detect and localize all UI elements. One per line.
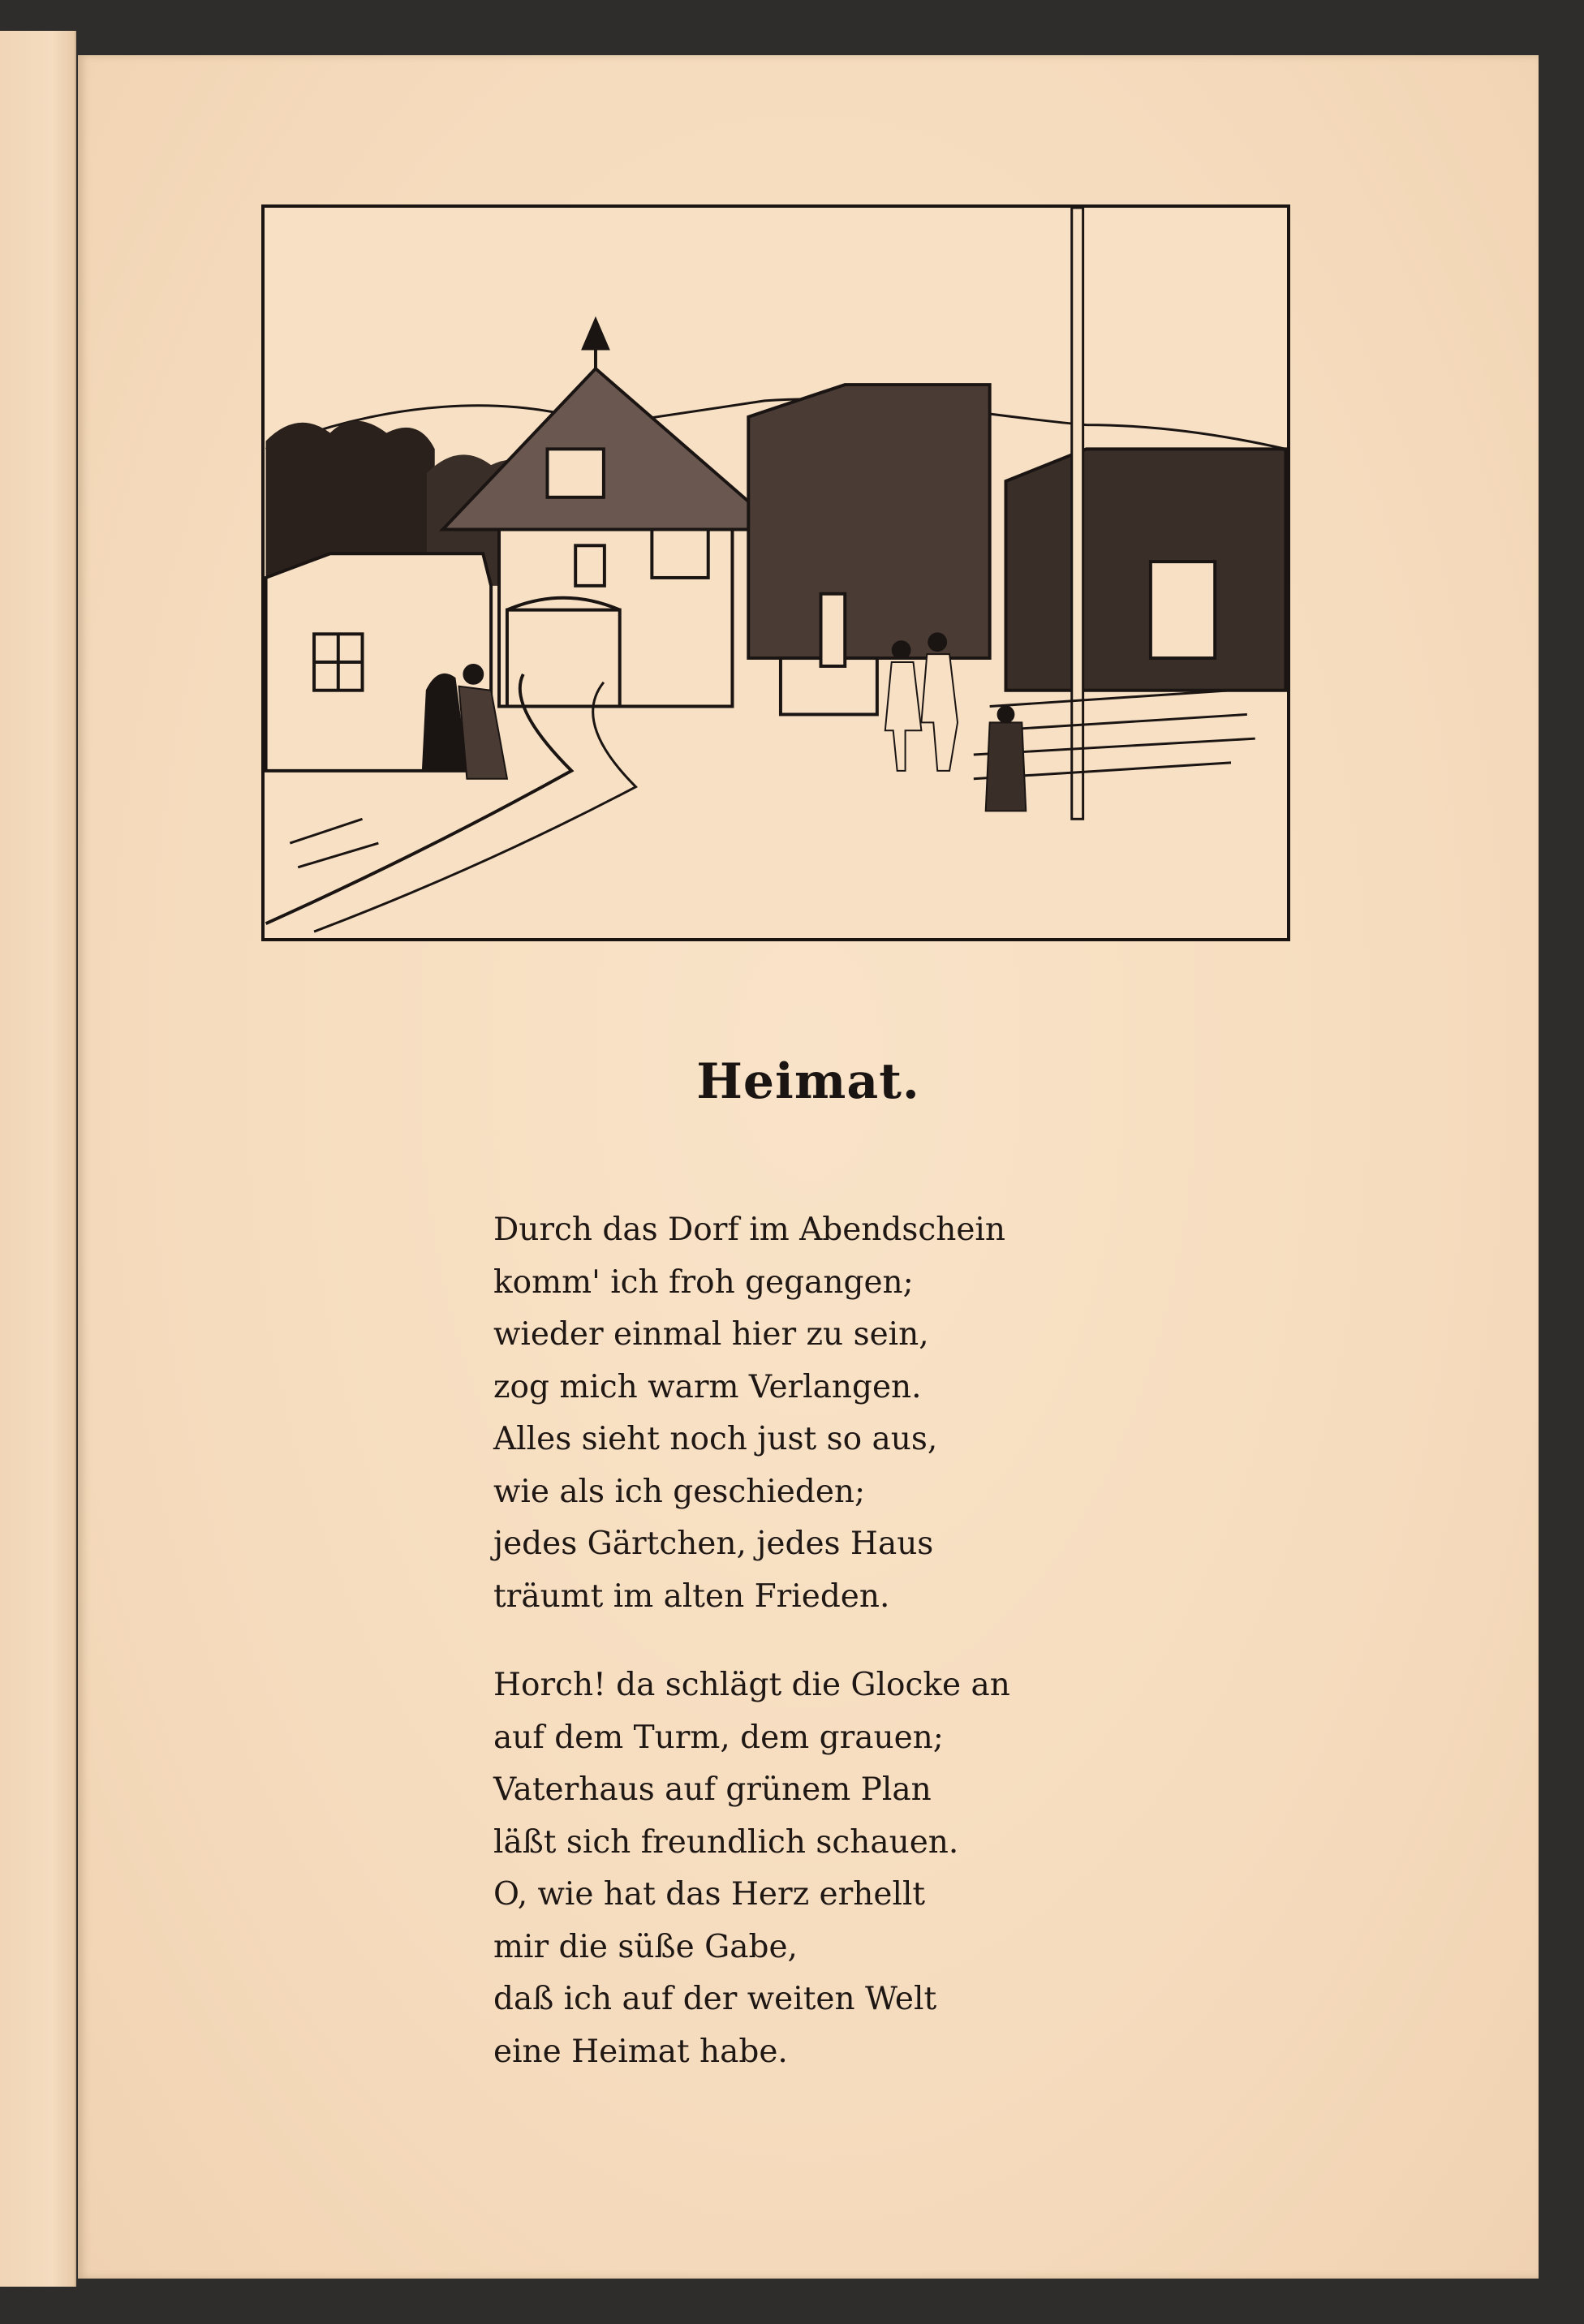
poem-stanza-2 (493, 1659, 1224, 2078)
poem-line: Durch das Dorf im Abendschein (493, 1211, 1006, 1248)
poem-line: mir die süße Gabe, (493, 1928, 798, 1965)
poem-line: wieder einmal hier zu sein, (493, 1316, 929, 1353)
poem-line: Vaterhaus auf grünem Plan (493, 1771, 932, 1808)
poem-line: daß ich auf der weiten Welt (493, 1981, 937, 2017)
book-page (78, 55, 1539, 2279)
poem-line: Horch! da schlägt die Glocke an (493, 1667, 1010, 1703)
poem-line: Alles sieht noch just so aus, (493, 1421, 938, 1457)
village-illustration (261, 204, 1290, 941)
left-page-edge (0, 31, 76, 2287)
poem-line: komm' ich froh gegangen; (493, 1263, 914, 1301)
village-drawing (265, 208, 1287, 938)
poem-line: zog mich warm Verlangen. (493, 1368, 922, 1405)
poem-line: wie als ich geschieden; (493, 1473, 866, 1510)
poem-line: auf dem Turm, dem grauen; (493, 1719, 944, 1756)
poem-line: eine Heimat habe. (493, 2033, 788, 2070)
poem-stanza-1 (493, 1204, 1224, 1623)
poem-title: Heimat. (696, 1053, 920, 1110)
poem-line: träumt im alten Frieden. (493, 1577, 890, 1615)
poem-line: jedes Gärtchen, jedes Haus (493, 1526, 934, 1562)
poem-line: O, wie hat das Herz erhellt (493, 1876, 926, 1913)
poem-line: läßt sich freundlich schauen. (493, 1823, 959, 1861)
